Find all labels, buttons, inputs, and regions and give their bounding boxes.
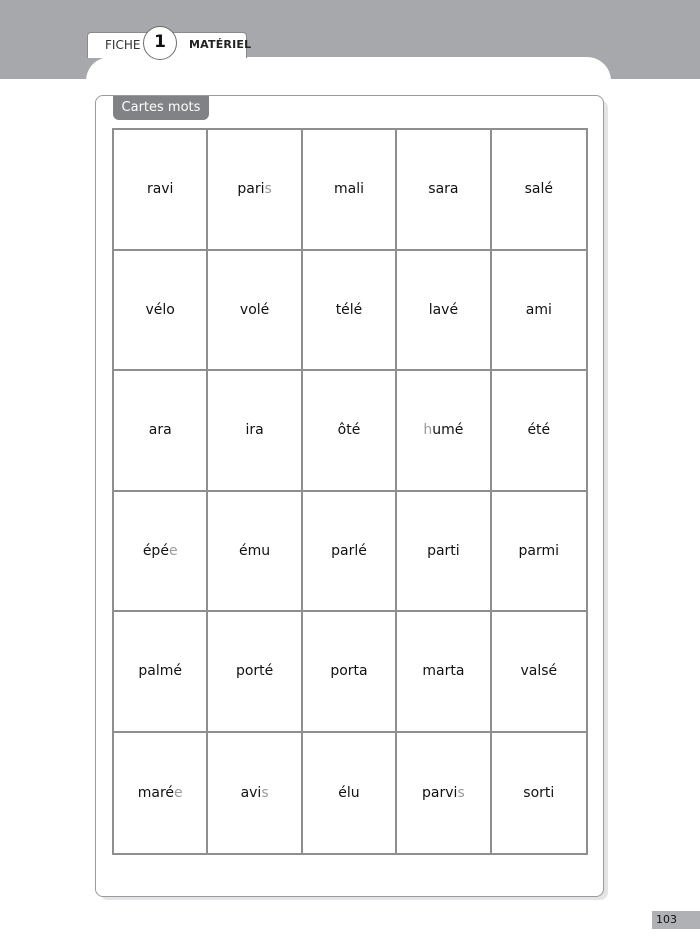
word-card: [303, 371, 397, 492]
word-card: [397, 492, 491, 613]
word-text: [146, 302, 175, 318]
word-main: parti: [427, 542, 460, 559]
fiche-number-badge: 1: [143, 26, 177, 60]
word-card: [397, 251, 491, 372]
word-card: [492, 492, 586, 613]
word-text: [520, 663, 557, 679]
word-card: [208, 371, 302, 492]
word-main: mali: [333, 181, 364, 198]
word-text: [149, 422, 172, 438]
word-card: [397, 371, 491, 492]
silent-letter: s: [264, 181, 272, 198]
word-card: [492, 130, 586, 251]
page-number: 103: [652, 911, 700, 929]
word-card: [397, 130, 491, 251]
word-text: [138, 663, 182, 679]
word-main: volé: [239, 301, 270, 318]
word-text: [423, 422, 463, 438]
word-main: valsé: [520, 663, 558, 680]
word-text: [422, 785, 465, 801]
word-main: ravi: [146, 181, 174, 198]
word-text: [241, 785, 269, 801]
word-text: [427, 543, 460, 559]
word-main: ému: [239, 542, 271, 559]
word-text: [240, 302, 269, 318]
word-text: [236, 663, 273, 679]
word-card: [303, 612, 397, 733]
word-main: avi: [240, 784, 262, 801]
word-card: [492, 612, 586, 733]
word-text: [338, 785, 359, 801]
word-main: maré: [137, 784, 175, 801]
word-card: [303, 733, 397, 854]
word-text: [429, 302, 458, 318]
word-main: élu: [338, 784, 360, 801]
word-main: été: [527, 422, 551, 439]
word-text: [526, 302, 552, 318]
word-card: [114, 371, 208, 492]
word-main: salé: [524, 181, 553, 198]
fiche-label: FICHE: [105, 38, 141, 52]
word-card: [208, 733, 302, 854]
materiel-label: MATÉRIEL: [189, 38, 252, 51]
word-card: [492, 251, 586, 372]
word-main: ôté: [337, 422, 361, 439]
word-text: [239, 543, 270, 559]
word-text: [422, 663, 464, 679]
word-text: [138, 785, 183, 801]
silent-letter: h: [423, 422, 433, 439]
word-card: [492, 371, 586, 492]
word-text: [523, 785, 554, 801]
word-main: ami: [525, 301, 552, 318]
word-main: vélo: [145, 301, 175, 318]
word-main: ara: [148, 422, 172, 439]
word-card: [114, 130, 208, 251]
fiche-tab: [87, 32, 252, 58]
word-text: [331, 543, 367, 559]
word-main: marta: [422, 663, 465, 680]
word-main: parmi: [518, 542, 560, 559]
word-text: [330, 663, 367, 679]
word-text: [527, 422, 550, 438]
silent-letter: s: [457, 784, 465, 801]
word-main: ira: [245, 422, 264, 439]
word-text: [336, 302, 363, 318]
word-card: [114, 492, 208, 613]
word-main: palmé: [138, 663, 182, 680]
silent-letter: s: [261, 784, 269, 801]
word-text: [143, 543, 178, 559]
word-main: parvi: [422, 784, 458, 801]
word-main: lavé: [428, 301, 459, 318]
word-card: [208, 251, 302, 372]
word-text: [428, 181, 458, 197]
word-main: porta: [330, 663, 368, 680]
word-card: [303, 251, 397, 372]
word-main: sara: [428, 181, 459, 198]
word-main: porté: [235, 663, 274, 680]
word-text: [147, 181, 174, 197]
word-main: sorti: [523, 784, 555, 801]
card-title: Cartes mots: [113, 96, 209, 120]
word-text: [245, 422, 263, 438]
word-card: [208, 130, 302, 251]
word-text: [519, 543, 560, 559]
word-card: [303, 492, 397, 613]
word-card: [397, 612, 491, 733]
word-main: pari: [237, 181, 265, 198]
word-card: [114, 251, 208, 372]
word-main: épé: [142, 542, 169, 559]
word-card-grid: [112, 128, 588, 855]
word-card: [114, 612, 208, 733]
word-text: [237, 181, 271, 197]
word-card: [208, 612, 302, 733]
word-main: télé: [335, 301, 363, 318]
word-text: [525, 181, 553, 197]
word-card: [303, 130, 397, 251]
word-main: umé: [432, 422, 464, 439]
word-card: [492, 733, 586, 854]
word-card: [397, 733, 491, 854]
word-text: [338, 422, 361, 438]
silent-letter: e: [168, 542, 178, 559]
word-main: parlé: [331, 542, 367, 559]
word-text: [334, 181, 364, 197]
silent-letter: e: [174, 784, 183, 801]
word-card: [208, 492, 302, 613]
word-card: [114, 733, 208, 854]
